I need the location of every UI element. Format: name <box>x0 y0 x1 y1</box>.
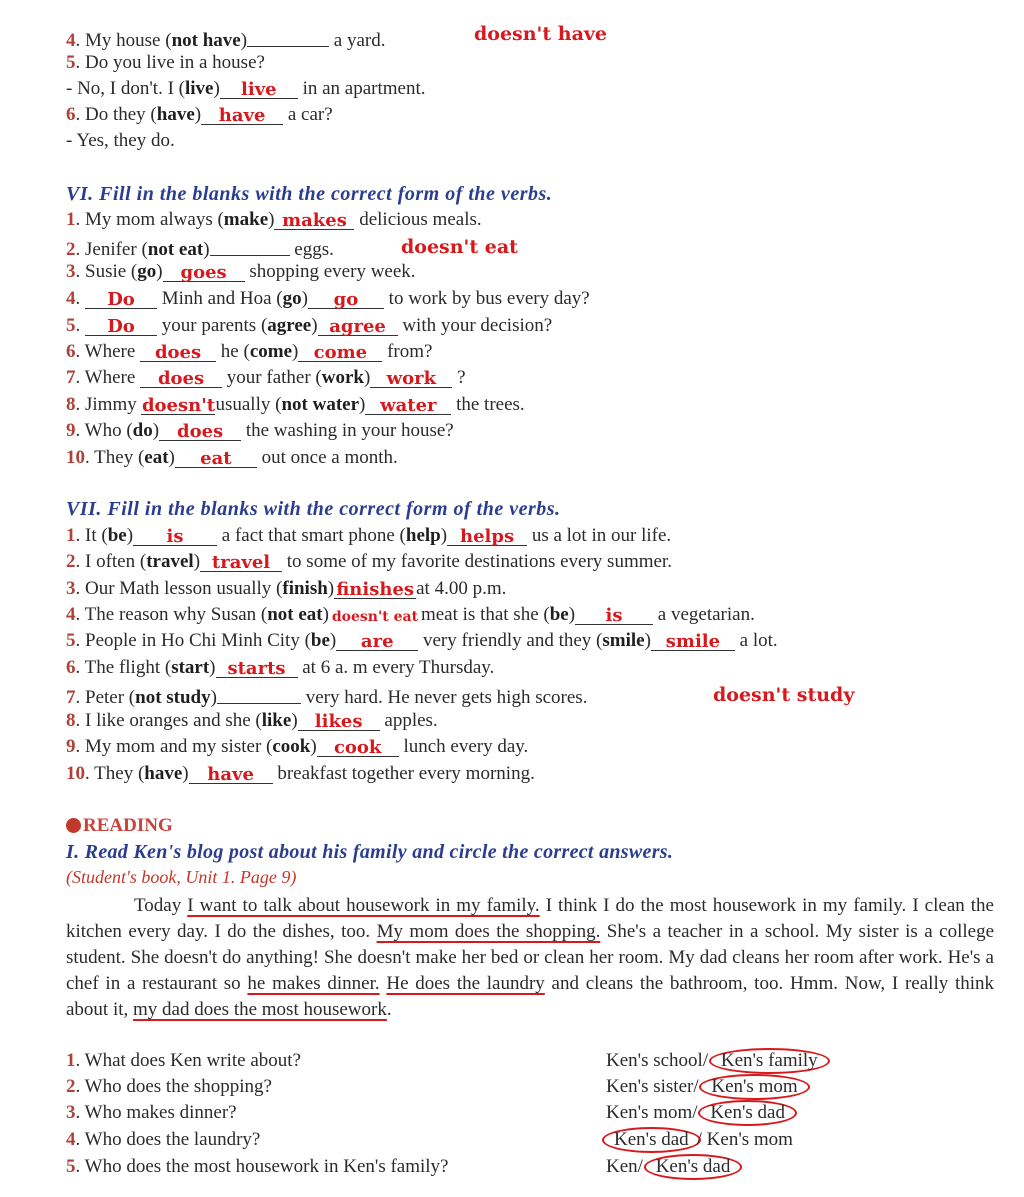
answer-blank[interactable]: does <box>140 367 222 388</box>
answer-blank[interactable]: doesn't <box>141 395 216 416</box>
handwritten-answer: doesn't have <box>474 23 608 45</box>
answer-options <box>606 1076 806 1098</box>
answer-blank[interactable]: are <box>336 630 418 651</box>
option[interactable]: Ken's sister/ <box>606 1076 704 1097</box>
answer-blank[interactable]: helps <box>447 525 527 546</box>
s7-item: 3. Our Math lesson usually (finish) finishes at 4.00 p.m. <box>66 578 507 600</box>
s7-item: 2. I often (travel) travel to some of my favorite destinations every summer. <box>66 551 672 573</box>
circled-option[interactable]: Ken's dad <box>644 1154 743 1180</box>
reading-question: 1. What does Ken write about? <box>66 1050 301 1071</box>
s7-item: 1. It (be) is a fact that smart phone (help) helps us a lot in our life. <box>66 525 672 547</box>
answer-blank[interactable]: cook <box>317 736 399 757</box>
s6-item: 8. Jimmy doesn'tusually (not water) water the trees. <box>66 394 525 416</box>
s7-item: 10. They (have) have breakfast together every morning. <box>66 763 535 785</box>
underline-1: I want to talk about housework in my family. <box>187 895 540 916</box>
circled-option[interactable]: Ken's mom <box>699 1074 809 1100</box>
answer-blank[interactable]: come <box>298 341 382 362</box>
answer-blank[interactable]: finishes <box>334 578 416 599</box>
reading-question: 2. Who does the shopping? <box>66 1076 272 1097</box>
option[interactable]: Ken/ <box>606 1156 648 1177</box>
option[interactable]: Ken's mom/ <box>606 1102 703 1123</box>
answer-blank[interactable]: live <box>220 78 298 99</box>
exercise-answer-6: - Yes, they do. <box>66 130 175 151</box>
answer-blank[interactable]: have <box>189 763 273 784</box>
reading-label: READING <box>66 815 173 837</box>
reading-question: 4. Who does the laundry? <box>66 1129 261 1150</box>
answer-blank[interactable]: does <box>159 420 241 441</box>
s6-item: 9. Who (do) does the washing in your house? <box>66 420 454 442</box>
s7-item: 5. People in Ho Chi Minh City (be) are very friendly and they (smile) smile a lot. <box>66 630 778 652</box>
answer-blank[interactable]: agree <box>318 315 398 336</box>
s6-item: 4. Do Minh and Hoa (go) go to work by bus every day? <box>66 288 590 310</box>
answer-blank[interactable]: go <box>308 288 384 309</box>
underline-2: My mom does the shopping. <box>376 921 601 942</box>
answer-blank[interactable]: does <box>140 341 216 362</box>
answer-blank[interactable] <box>210 235 290 256</box>
answer-options <box>606 1156 738 1178</box>
option[interactable]: Ken's school/ <box>606 1050 713 1071</box>
s6-item: 2. Jenifer (not eat) eggs. <box>66 234 334 262</box>
answer-blank[interactable]: goes <box>163 261 245 282</box>
exercise-answer-5: - No, I don't. I (live) live in an apartment. <box>66 78 426 100</box>
reading-bullet-icon <box>66 818 81 833</box>
blog-post-paragraph: Today I want to talk about housework in my family. I think I do the most housework in my family. I clean the kitchen every day. I do the dishes, too. My mom does the shopping. She's a teacher in a school. My sister is a college student. She doesn't do anything! She doesn't make her bed or clean her room. My dad cleans her room after work. He's a chef in a restaurant so he makes dinner. He does the laundry and cleans the bathroom, too. Hmm. Now, I really think about it, my dad does the most housework. <box>66 895 995 1020</box>
section-heading-vi: VI. Fill in the blanks with the correct form of the verbs. <box>66 183 553 205</box>
circled-option[interactable]: Ken's dad <box>602 1127 701 1153</box>
s7-item: 7. Peter (not study) very hard. He never gets high scores. <box>66 682 587 710</box>
s6-item: 10. They (eat) eat out once a month. <box>66 447 398 469</box>
answer-blank[interactable]: is <box>575 604 653 625</box>
underline-5: my dad does the most housework <box>133 999 387 1020</box>
underline-3: he makes dinner. <box>247 973 380 994</box>
answer-blank[interactable]: doesn't eat <box>331 609 419 625</box>
reading-question: 3. Who makes dinner? <box>66 1102 237 1123</box>
answer-blank[interactable]: makes <box>274 209 354 230</box>
answer-blank[interactable]: have <box>201 104 283 125</box>
exercise-item-5: 5. Do you live in a house? <box>66 52 265 73</box>
s7-item: 4. The reason why Susan (not eat) doesn't eat meat is that she (be) is a vegetarian. <box>66 604 755 626</box>
answer-blank[interactable]: is <box>133 525 217 546</box>
section-heading-vii: VII. Fill in the blanks with the correct form of the verbs. <box>66 498 561 520</box>
circled-option[interactable]: Ken's family <box>709 1048 830 1074</box>
handwritten-answer: doesn't study <box>713 684 855 706</box>
reading-heading: I. Read Ken's blog post about his family and circle the correct answers. <box>66 841 674 863</box>
s7-item: 6. The flight (start) starts at 6 a. m every Thursday. <box>66 657 495 679</box>
answer-blank[interactable]: likes <box>298 710 380 731</box>
answer-blank[interactable]: work <box>370 367 452 388</box>
reading-source: (Student's book, Unit 1. Page 9) <box>66 867 297 887</box>
s6-item: 6. Where does he (come) come from? <box>66 341 433 363</box>
reading-question: 5. Who does the most housework in Ken's family? <box>66 1156 449 1177</box>
answer-blank[interactable]: travel <box>200 551 282 572</box>
answer-blank[interactable]: Do <box>85 288 157 309</box>
option[interactable]: / Ken's mom <box>696 1129 793 1150</box>
answer-blank[interactable]: water <box>365 394 451 415</box>
underline-4: He does the laundry <box>386 973 545 994</box>
answer-blank[interactable]: starts <box>216 657 298 678</box>
exercise-item-4: 4. My house (not have) a yard. <box>66 25 386 53</box>
answer-blank[interactable]: Do <box>85 315 157 336</box>
s7-item: 9. My mom and my sister (cook) cook lunch every day. <box>66 736 529 758</box>
s6-item: 1. My mom always (make) makes delicious meals. <box>66 209 482 231</box>
circled-option[interactable]: Ken's dad <box>698 1100 797 1126</box>
handwritten-answer: doesn't eat <box>401 236 518 258</box>
answer-options <box>606 1050 826 1072</box>
answer-options <box>606 1102 793 1124</box>
answer-options <box>606 1129 793 1151</box>
answer-blank[interactable] <box>217 683 301 704</box>
answer-blank[interactable]: smile <box>651 630 735 651</box>
exercise-item-6: 6. Do they (have) have a car? <box>66 104 333 126</box>
s6-item: 5. Do your parents (agree) agree with your decision? <box>66 315 553 337</box>
answer-blank[interactable] <box>247 26 329 47</box>
s7-item: 8. I like oranges and she (like) likes apples. <box>66 710 438 732</box>
answer-blank[interactable]: eat <box>175 447 257 468</box>
s6-item: 7. Where does your father (work) work ? <box>66 367 466 389</box>
s6-item: 3. Susie (go) goes shopping every week. <box>66 261 416 283</box>
